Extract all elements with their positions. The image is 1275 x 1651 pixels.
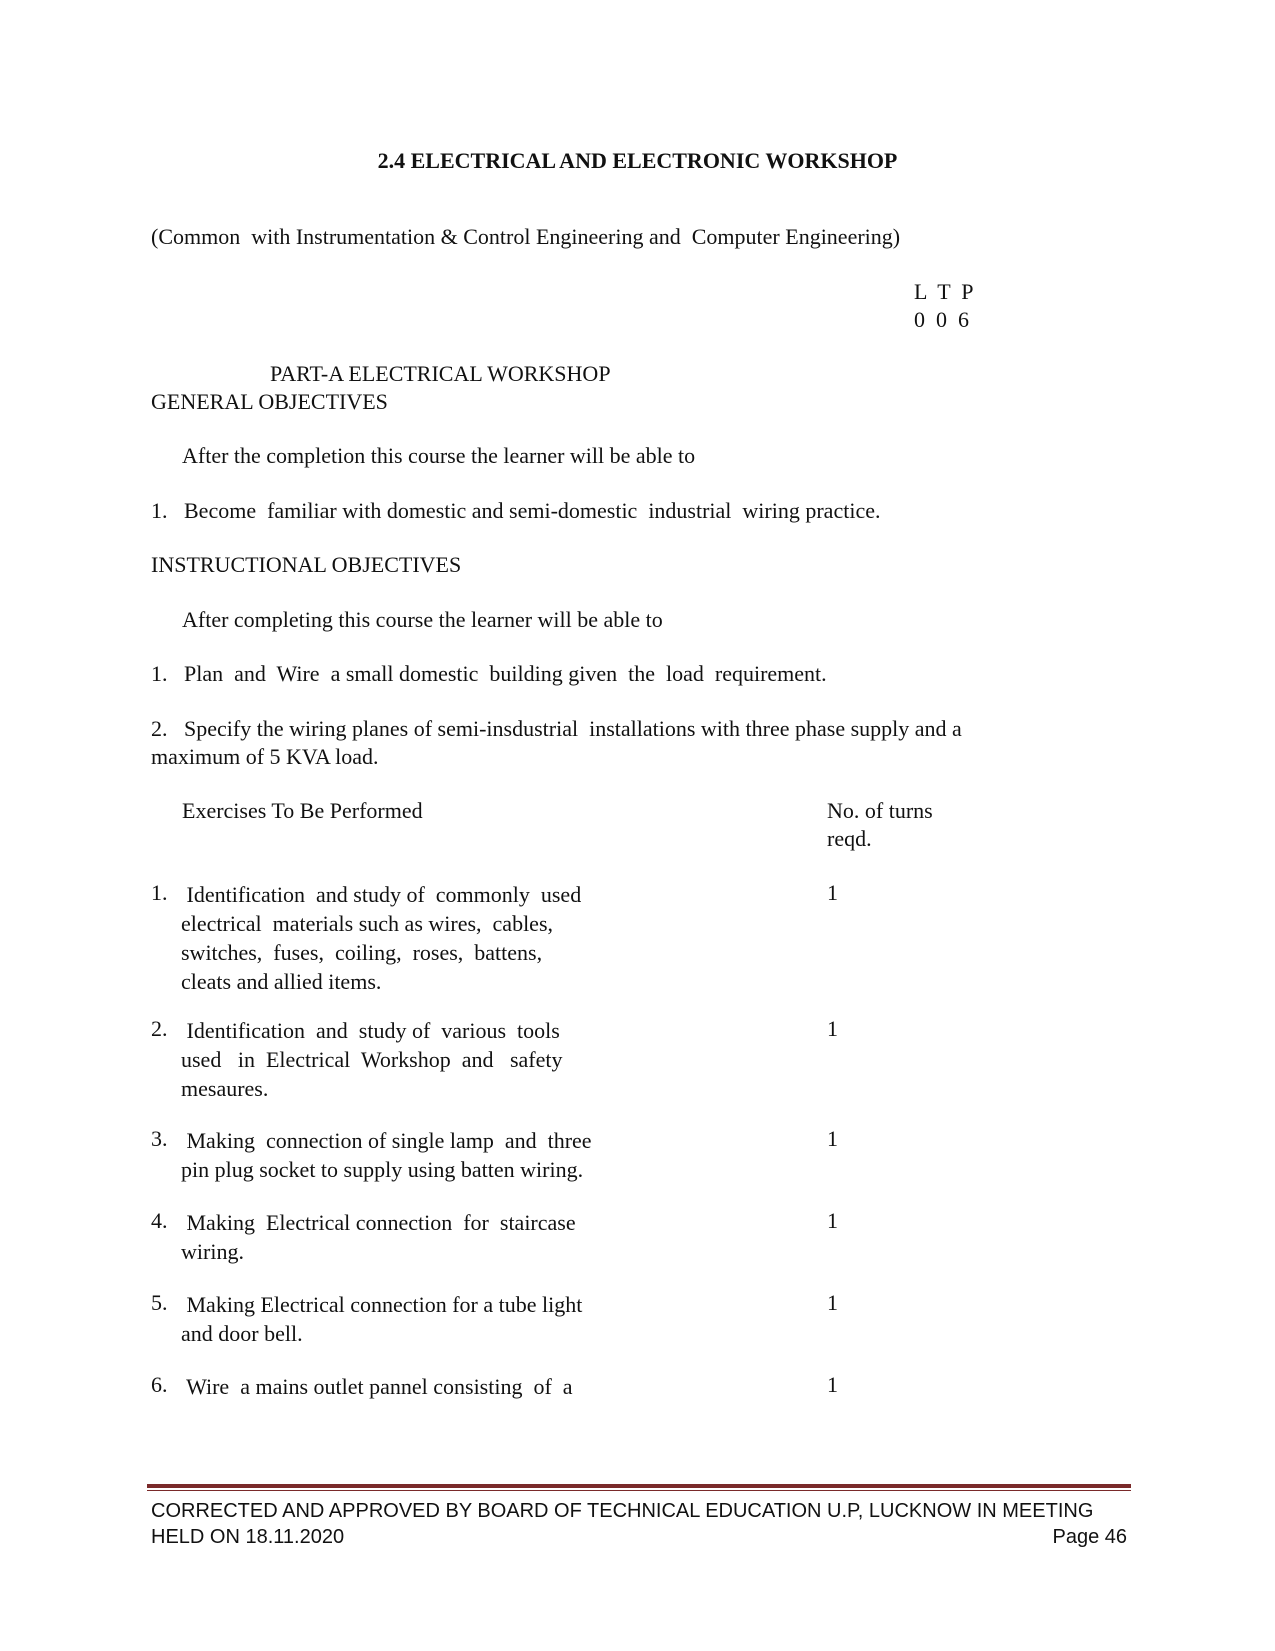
page-number: Page 46	[1052, 1526, 1127, 1548]
exercise-turns: 1	[827, 1126, 838, 1151]
exercise-turns: 1	[827, 1016, 838, 1041]
exercise-turns: 1	[827, 1208, 838, 1233]
instructional-objective-1: 1. Plan and Wire a small domestic building given the load requirement.	[151, 661, 827, 686]
exercise-number: 4.	[151, 1208, 168, 1233]
instructional-objective-2-line1: 2. Specify the wiring planes of semi-insdustrial installations with three phase supply and a	[151, 716, 962, 741]
exercise-turns: 1	[827, 1372, 838, 1397]
exercise-text: Identification and study of commonly used electrical materials such as wires, cables, switches, fuses, coiling, roses, battens, cleats and allied items.	[181, 882, 582, 994]
page-title: 2.4 ELECTRICAL AND ELECTRONIC WORKSHOP	[377, 148, 898, 173]
exercise-turns: 1	[827, 880, 838, 905]
intro-instructional: After completing this course the learner will be able to	[182, 607, 663, 632]
exercise-text: Identification and study of various tools used in Electrical Workshop and safety mesaures.	[181, 1018, 563, 1101]
exercises-header: Exercises To Be Performed	[182, 798, 423, 823]
turns-header-line2: reqd.	[827, 826, 872, 851]
intro-general: After the completion this course the learner will be able to	[182, 443, 696, 468]
footer-date: HELD ON 18.11.2020	[151, 1526, 345, 1548]
exercise-text: Wire a mains outlet pannel consisting of a	[181, 1374, 573, 1399]
part-a-heading: PART-A ELECTRICAL WORKSHOP	[270, 361, 611, 386]
footer-divider-thin	[147, 1490, 1131, 1491]
exercise-number: 3.	[151, 1126, 168, 1151]
general-objective-1: 1. Become familiar with domestic and semi-domestic industrial wiring practice.	[151, 498, 881, 523]
general-objectives-heading: GENERAL OBJECTIVES	[151, 389, 388, 414]
common-with-note: (Common with Instrumentation & Control Engineering and Computer Engineering)	[151, 224, 901, 249]
exercise-text: Making connection of single lamp and three pin plug socket to supply using batten wiring.	[181, 1128, 592, 1182]
exercise-text: Making Electrical connection for a tube light and door bell.	[181, 1292, 583, 1346]
turns-header-line1: No. of turns	[827, 798, 933, 823]
instructional-objectives-heading: INSTRUCTIONAL OBJECTIVES	[151, 552, 462, 577]
footer-line2	[151, 1524, 1127, 1550]
exercise-number: 5.	[151, 1290, 168, 1315]
exercise-number: 6.	[151, 1372, 168, 1397]
footer-divider	[147, 1484, 1131, 1488]
exercise-number: 1.	[151, 880, 168, 905]
ltp-values: 0 0 6	[914, 307, 969, 332]
instructional-objective-2-line2: maximum of 5 KVA load.	[151, 744, 379, 769]
ltp-header: L T P	[914, 279, 974, 304]
footer-line1: CORRECTED AND APPROVED BY BOARD OF TECHNICAL EDUCATION U.P, LUCKNOW IN MEETING	[151, 1500, 1094, 1522]
exercise-text: Making Electrical connection for staircase wiring.	[181, 1210, 576, 1264]
exercise-number: 2.	[151, 1016, 168, 1041]
exercise-turns: 1	[827, 1290, 838, 1315]
